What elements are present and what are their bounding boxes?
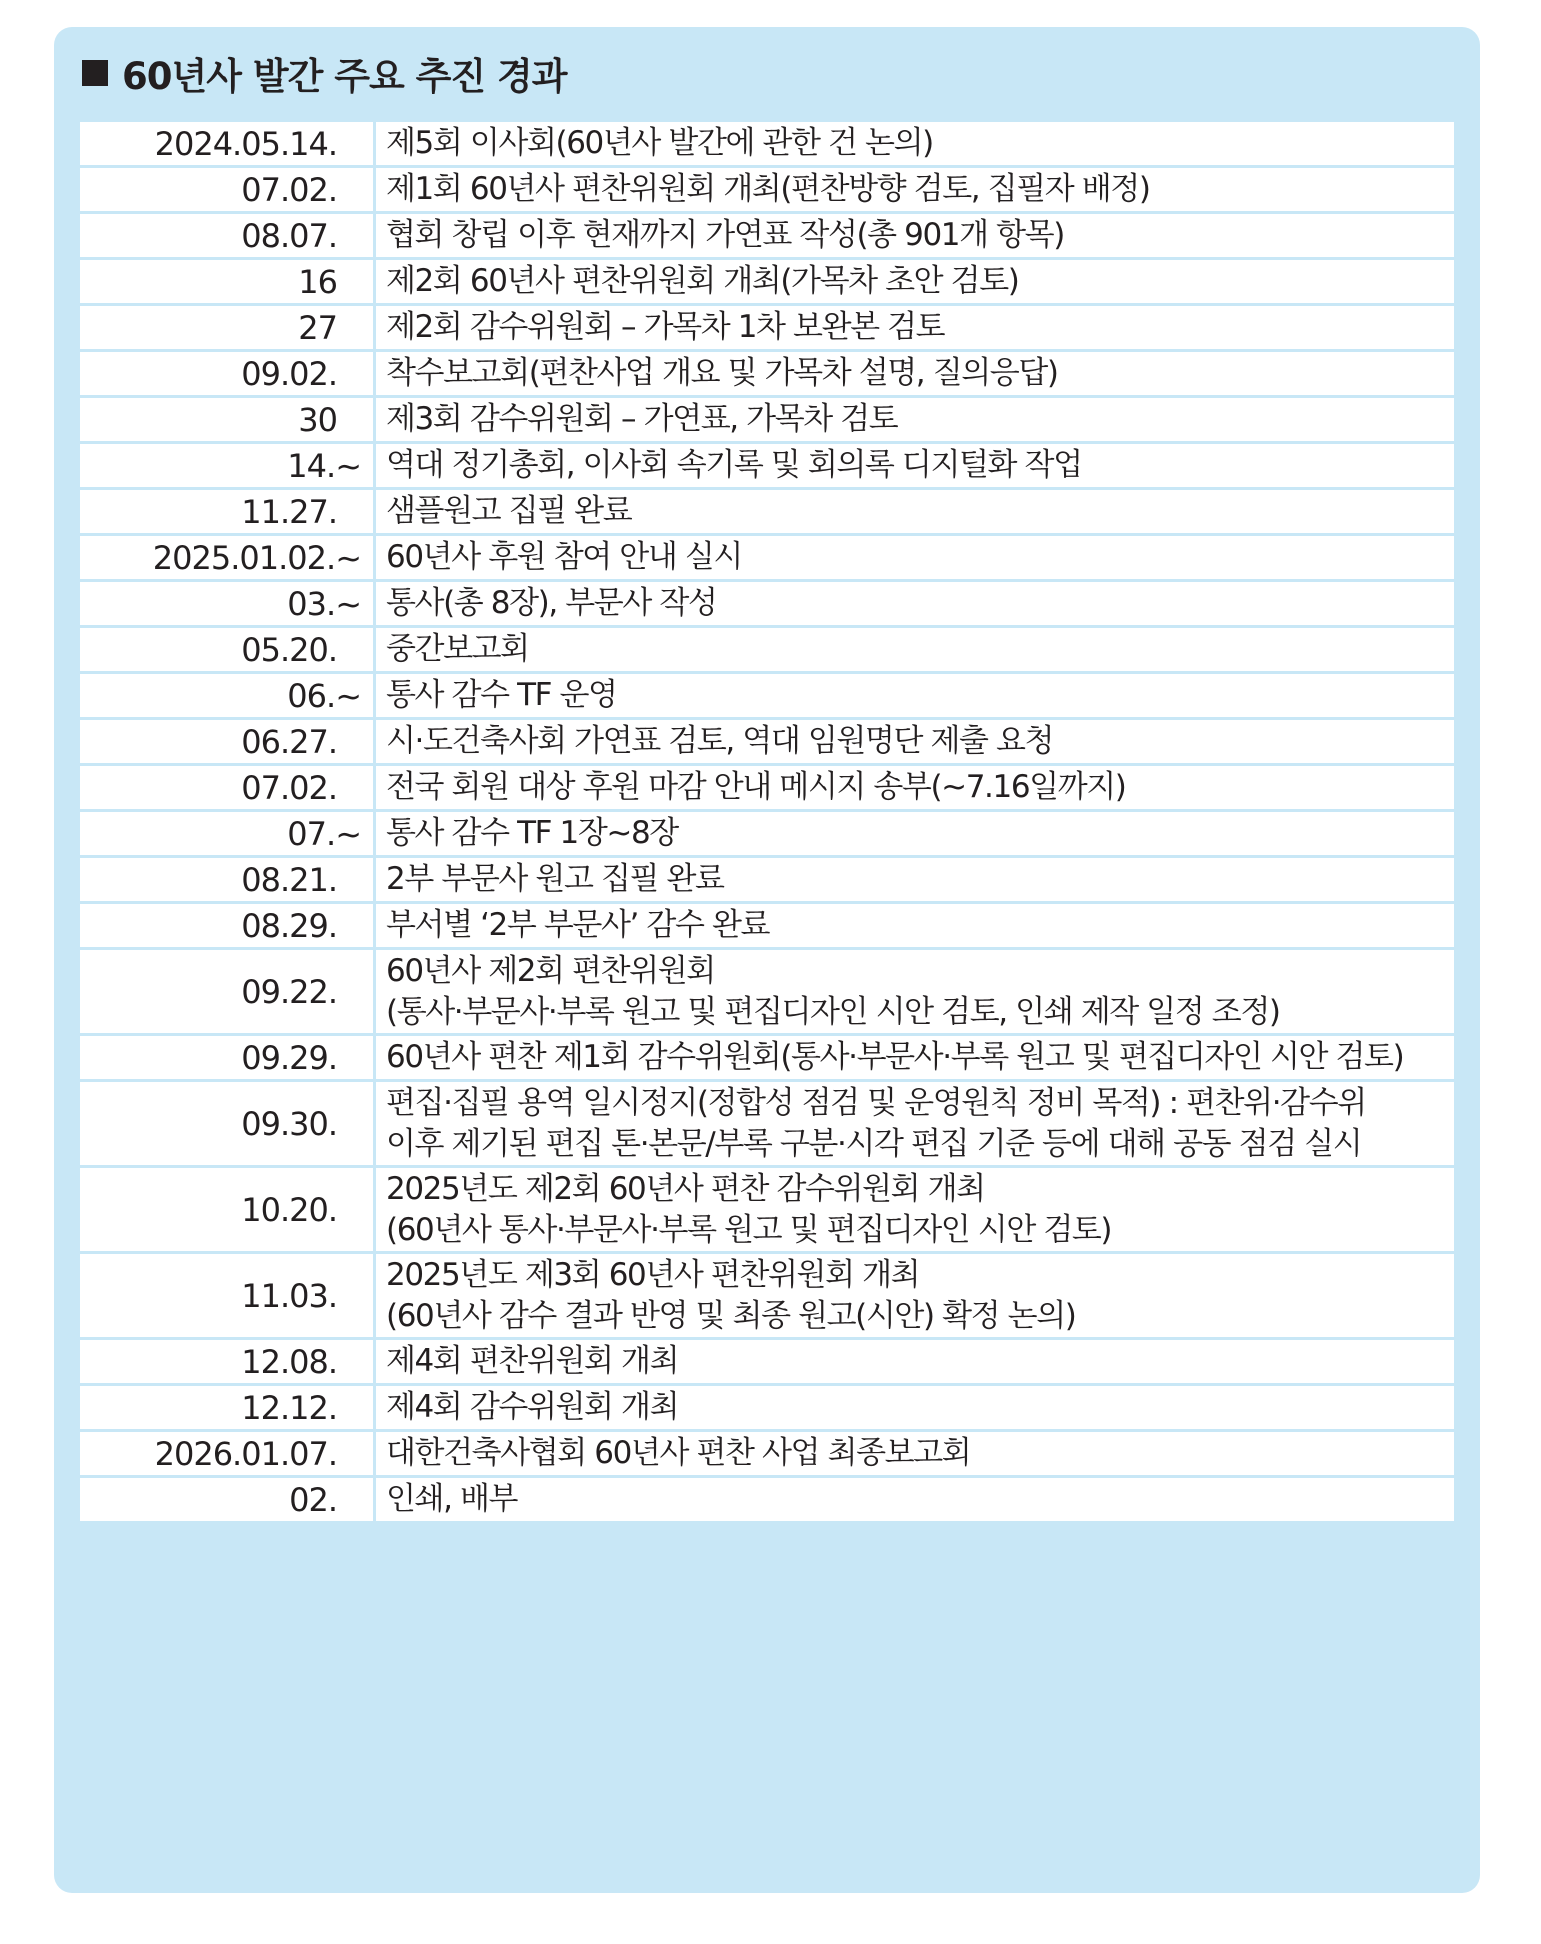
row-date: 2024.05.14. xyxy=(154,124,337,163)
row-date: 11.27. xyxy=(241,492,337,531)
table-row xyxy=(80,398,1454,441)
section-title xyxy=(82,43,566,103)
row-description xyxy=(376,858,1454,901)
description-line: 2025년도 제2회 60년사 편찬 감수위원회 개최 xyxy=(386,1170,985,1207)
description-line: 협회 창립 이후 현재까지 가연표 작성(총 901개 항목) xyxy=(386,217,1064,253)
table-row xyxy=(80,1432,1454,1475)
row-date: 11.03. xyxy=(241,1276,337,1315)
table-row xyxy=(80,1340,1454,1383)
row-date: 07.02. xyxy=(241,170,337,209)
row-date: 09.30. xyxy=(241,1104,337,1143)
row-description xyxy=(376,1432,1454,1475)
description-line: 인쇄, 배부 xyxy=(386,1481,518,1517)
row-description xyxy=(376,260,1454,303)
row-description xyxy=(376,398,1454,441)
row-description xyxy=(376,812,1454,855)
table-row xyxy=(80,720,1454,763)
table-row xyxy=(80,214,1454,257)
row-description xyxy=(376,306,1454,349)
row-description xyxy=(376,674,1454,717)
row-description xyxy=(376,536,1454,579)
description-line: 제3회 감수위원회 – 가연표, 가목차 검토 xyxy=(386,401,898,437)
row-description xyxy=(376,1340,1454,1383)
table-row xyxy=(80,1254,1454,1337)
table-row xyxy=(80,950,1454,1033)
description-line: 편집·집필 용역 일시정지(정합성 점검 및 운영원칙 정비 목적) : 편찬위·감수위 xyxy=(386,1084,1366,1121)
description-line: 2부 부문사 원고 집필 완료 xyxy=(386,861,724,897)
square-bullet-icon xyxy=(82,60,108,86)
row-description xyxy=(376,444,1454,487)
row-date: 2025.01.02.~ xyxy=(152,538,361,577)
description-line: 시·도건축사회 가연표 검토, 역대 임원명단 제출 요청 xyxy=(386,723,1054,759)
row-date: 12.12. xyxy=(241,1388,337,1427)
description-line: 제5회 이사회(60년사 발간에 관한 건 논의) xyxy=(386,125,933,161)
row-date: 16 xyxy=(298,262,337,301)
row-date: 08.29. xyxy=(241,906,337,945)
row-description xyxy=(376,490,1454,533)
row-description xyxy=(376,950,1454,1033)
row-description xyxy=(376,1082,1454,1165)
table-row xyxy=(80,674,1454,717)
table-row xyxy=(80,306,1454,349)
row-description xyxy=(376,766,1454,809)
description-line: 부서별 ‘2부 부문사’ 감수 완료 xyxy=(386,907,770,943)
description-line: 통사 감수 TF 운영 xyxy=(386,677,617,713)
row-date: 27 xyxy=(298,308,337,347)
table-row xyxy=(80,1168,1454,1251)
row-date: 06.27. xyxy=(241,722,337,761)
description-line: 이후 제기된 편집 톤·본문/부록 구분·시각 편집 기준 등에 대해 공동 점검 실시 xyxy=(386,1125,1362,1162)
row-date: 08.07. xyxy=(241,216,337,255)
row-date: 05.20. xyxy=(241,630,337,669)
row-description xyxy=(376,628,1454,671)
row-date: 09.02. xyxy=(241,354,337,393)
description-line: 통사(총 8장), 부문사 작성 xyxy=(386,585,717,621)
timeline-table xyxy=(80,122,1454,1524)
description-line: 중간보고회 xyxy=(386,631,529,667)
description-line: 제4회 편찬위원회 개최 xyxy=(386,1343,679,1379)
row-description xyxy=(376,1254,1454,1337)
row-date: 03.~ xyxy=(287,584,361,623)
row-description xyxy=(376,168,1454,211)
description-line: 2025년도 제3회 60년사 편찬위원회 개최 xyxy=(386,1256,920,1293)
table-row xyxy=(80,352,1454,395)
description-line: 착수보고회(편찬사업 개요 및 가목차 설명, 질의응답) xyxy=(386,355,1058,391)
description-line: 통사 감수 TF 1장~8장 xyxy=(386,815,678,851)
row-date: 30 xyxy=(298,400,337,439)
table-row xyxy=(80,812,1454,855)
description-line: 60년사 후원 참여 안내 실시 xyxy=(386,539,742,575)
description-line: (60년사 감수 결과 반영 및 최종 원고(시안) 확정 논의) xyxy=(386,1297,1076,1334)
table-row xyxy=(80,628,1454,671)
row-description xyxy=(376,1036,1454,1079)
row-date: 06.~ xyxy=(287,676,361,715)
row-date: 07.02. xyxy=(241,768,337,807)
row-description xyxy=(376,352,1454,395)
table-row xyxy=(80,1478,1454,1521)
table-row xyxy=(80,536,1454,579)
table-row xyxy=(80,904,1454,947)
table-row xyxy=(80,122,1454,165)
description-line: 샘플원고 집필 완료 xyxy=(386,493,632,529)
row-description xyxy=(376,1478,1454,1521)
table-row xyxy=(80,260,1454,303)
row-description xyxy=(376,1168,1454,1251)
row-date: 10.20. xyxy=(241,1190,337,1229)
table-row xyxy=(80,444,1454,487)
row-date: 09.22. xyxy=(241,972,337,1011)
description-line: 역대 정기총회, 이사회 속기록 및 회의록 디지털화 작업 xyxy=(386,447,1082,483)
table-row xyxy=(80,858,1454,901)
description-line: 대한건축사협회 60년사 편찬 사업 최종보고회 xyxy=(386,1435,971,1471)
row-description xyxy=(376,1386,1454,1429)
timeline-panel xyxy=(54,27,1480,1893)
row-date: 07.~ xyxy=(287,814,361,853)
row-date: 14.~ xyxy=(287,446,361,485)
row-description xyxy=(376,122,1454,165)
description-line: 제2회 60년사 편찬위원회 개최(가목차 초안 검토) xyxy=(386,263,1019,299)
section-title-text: 60년사 발간 주요 추진 경과 xyxy=(122,55,567,98)
row-description xyxy=(376,904,1454,947)
table-row xyxy=(80,1082,1454,1165)
description-line: (통사·부문사·부록 원고 및 편집디자인 시안 검토, 인쇄 제작 일정 조정) xyxy=(386,993,1280,1030)
description-line: (60년사 통사·부문사·부록 원고 및 편집디자인 시안 검토) xyxy=(386,1211,1112,1248)
table-row xyxy=(80,1036,1454,1079)
table-row xyxy=(80,168,1454,211)
table-row xyxy=(80,766,1454,809)
table-row xyxy=(80,490,1454,533)
row-date: 08.21. xyxy=(241,860,337,899)
row-date: 09.29. xyxy=(241,1038,337,1077)
description-line: 제2회 감수위원회 – 가목차 1차 보완본 검토 xyxy=(386,309,945,345)
description-line: 제1회 60년사 편찬위원회 개최(편찬방향 검토, 집필자 배정) xyxy=(386,171,1150,207)
table-row xyxy=(80,582,1454,625)
description-line: 전국 회원 대상 후원 마감 안내 메시지 송부(~7.16일까지) xyxy=(386,769,1126,805)
description-line: 60년사 편찬 제1회 감수위원회(통사·부문사·부록 원고 및 편집디자인 시안 검토) xyxy=(386,1039,1404,1075)
description-line: 60년사 제2회 편찬위원회 xyxy=(386,952,715,989)
row-date: 02. xyxy=(289,1480,337,1519)
row-description xyxy=(376,582,1454,625)
row-date: 2026.01.07. xyxy=(154,1434,337,1473)
description-line: 제4회 감수위원회 개최 xyxy=(386,1389,679,1425)
table-row xyxy=(80,1386,1454,1429)
row-description xyxy=(376,720,1454,763)
row-description xyxy=(376,214,1454,257)
row-date: 12.08. xyxy=(241,1342,337,1381)
